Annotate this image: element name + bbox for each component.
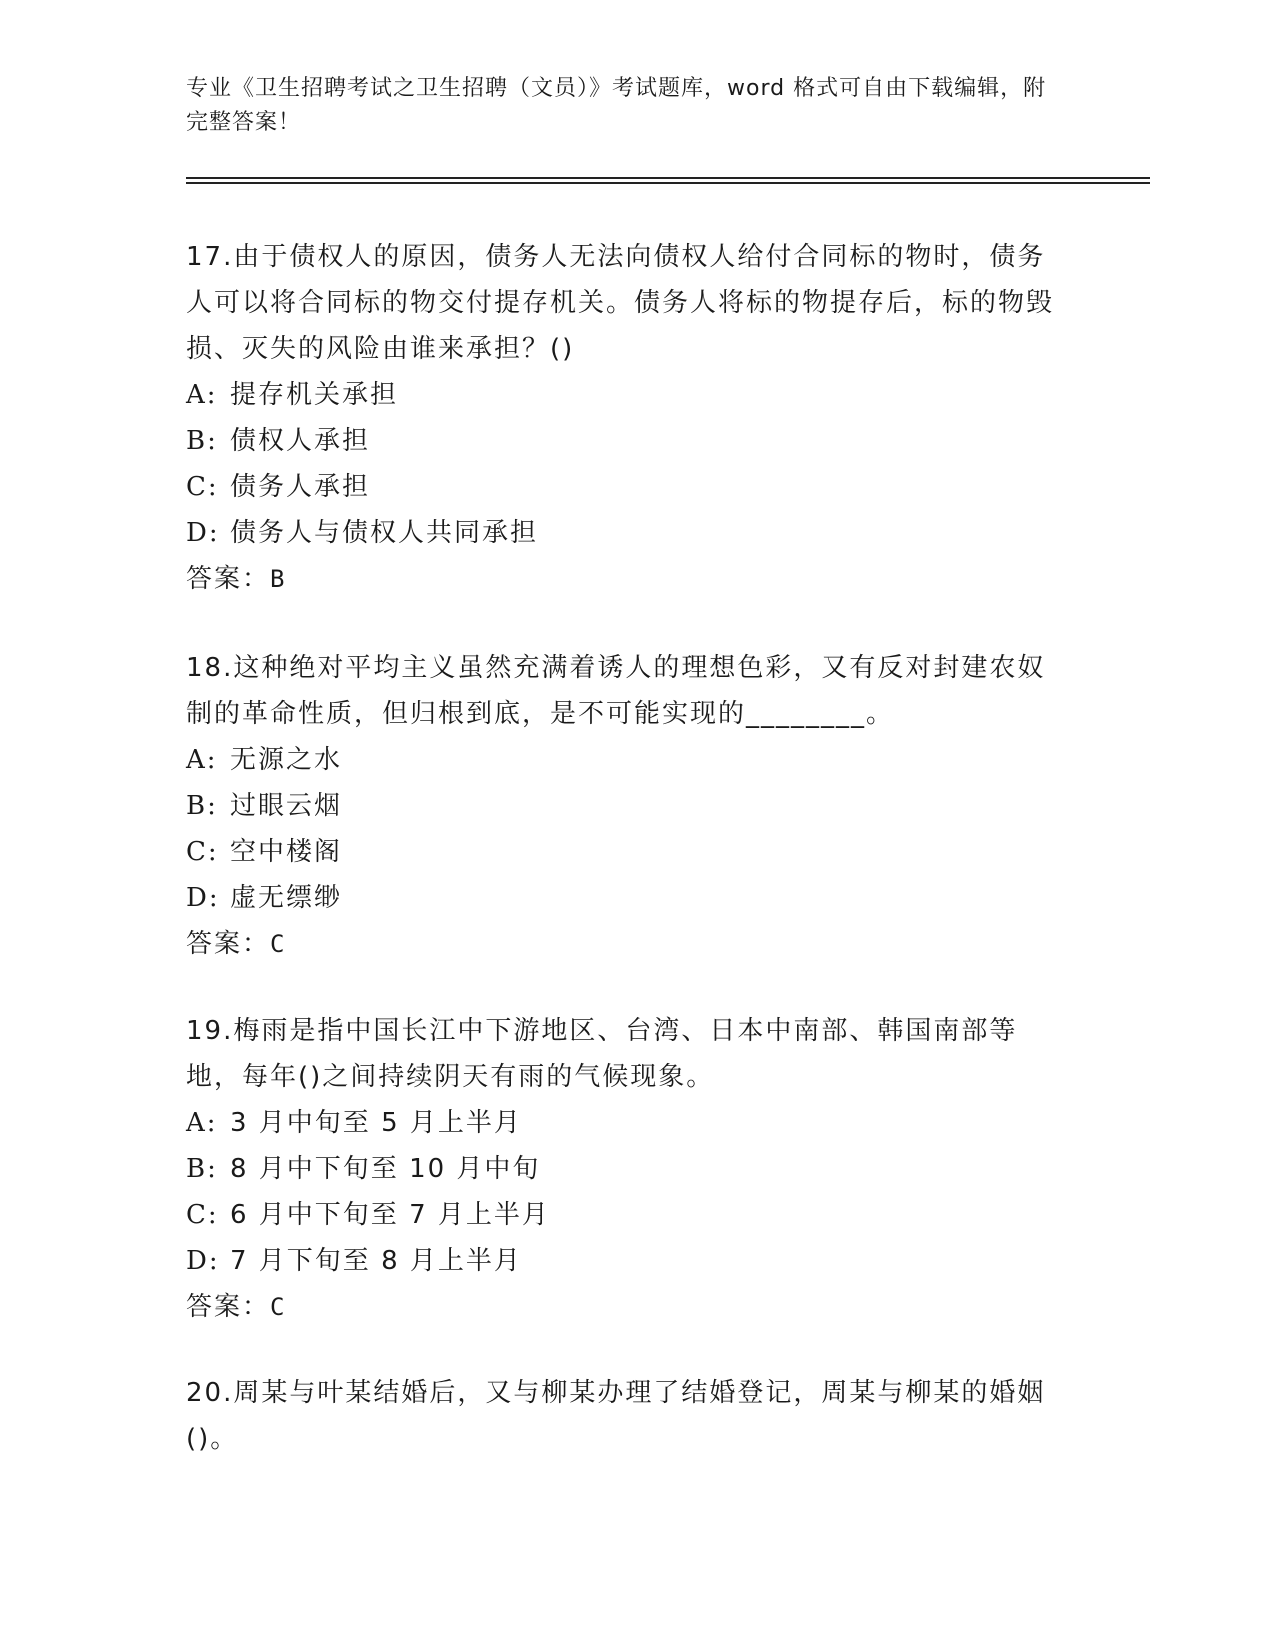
option-key: D: [186, 1246, 220, 1276]
header-rule-top [186, 177, 1150, 179]
question-18 [186, 645, 1066, 967]
option-text: 8 月中下旬至 10 月中旬 [230, 1154, 541, 1184]
option-key: B: [186, 791, 218, 821]
option-d [186, 510, 1066, 556]
answer-label: 答案： [186, 929, 271, 959]
option-b [186, 418, 1066, 464]
option-b [186, 1146, 1066, 1192]
option-key: B: [186, 1154, 218, 1184]
option-text: 无源之水 [230, 745, 343, 775]
option-key: C: [186, 1200, 219, 1230]
answer-line [186, 556, 1066, 602]
header-rule-bottom [186, 182, 1150, 184]
option-a [186, 1100, 1066, 1146]
option-text: 3 月中旬至 5 月上半月 [230, 1108, 522, 1138]
answer-value: C [270, 1293, 287, 1321]
option-key: D: [186, 883, 220, 913]
option-c [186, 829, 1066, 875]
option-d [186, 875, 1066, 921]
answer-label: 答案： [186, 1292, 271, 1322]
option-text: 债务人承担 [230, 472, 371, 502]
answer-line [186, 921, 1066, 967]
option-a [186, 737, 1066, 783]
option-key: D: [186, 518, 220, 548]
option-text: 债务人与债权人共同承担 [230, 518, 539, 548]
option-key: B: [186, 426, 218, 456]
option-text: 提存机关承担 [230, 380, 399, 410]
option-d [186, 1238, 1066, 1284]
option-text: 虚无缥缈 [230, 883, 343, 913]
question-stem: 18.这种绝对平均主义虽然充满着诱人的理想色彩，又有反对封建农奴制的革命性质，但归根到底，是不可能实现的________。 [186, 653, 1046, 729]
question-stem: 19.梅雨是指中国长江中下游地区、台湾、日本中南部、韩国南部等地，每年()之间持续阴天有雨的气候现象。 [186, 1016, 1018, 1092]
option-key: A: [186, 1108, 218, 1138]
question-stem: 20.周某与叶某结婚后，又与柳某办理了结婚登记，周某与柳某的婚姻()。 [186, 1378, 1046, 1454]
option-text: 7 月下旬至 8 月上半月 [230, 1246, 522, 1276]
answer-line [186, 1284, 1066, 1330]
document-header: 专业《卫生招聘考试之卫生招聘（文员）》考试题库，word 格式可自由下载编辑，附完整答案！ [186, 76, 1047, 135]
answer-value: C [270, 930, 287, 958]
option-key: A: [186, 745, 218, 775]
option-key: C: [186, 837, 219, 867]
question-17 [186, 234, 1066, 602]
option-text: 空中楼阁 [230, 837, 343, 867]
answer-value: B [270, 565, 287, 593]
option-b [186, 783, 1066, 829]
question-19 [186, 1008, 1066, 1330]
question-20 [186, 1370, 1066, 1462]
option-c [186, 464, 1066, 510]
option-a [186, 372, 1066, 418]
option-text: 6 月中下旬至 7 月上半月 [230, 1200, 550, 1230]
answer-label: 答案： [186, 564, 271, 594]
option-c [186, 1192, 1066, 1238]
option-text: 过眼云烟 [230, 791, 343, 821]
question-stem: 17.由于债权人的原因，债务人无法向债权人给付合同标的物时，债务人可以将合同标的物交付提存机关。债务人将标的物提存后，标的物毁损、灭失的风险由谁来承担？() [186, 242, 1055, 364]
option-key: C: [186, 472, 219, 502]
option-key: A: [186, 380, 218, 410]
option-text: 债权人承担 [230, 426, 371, 456]
